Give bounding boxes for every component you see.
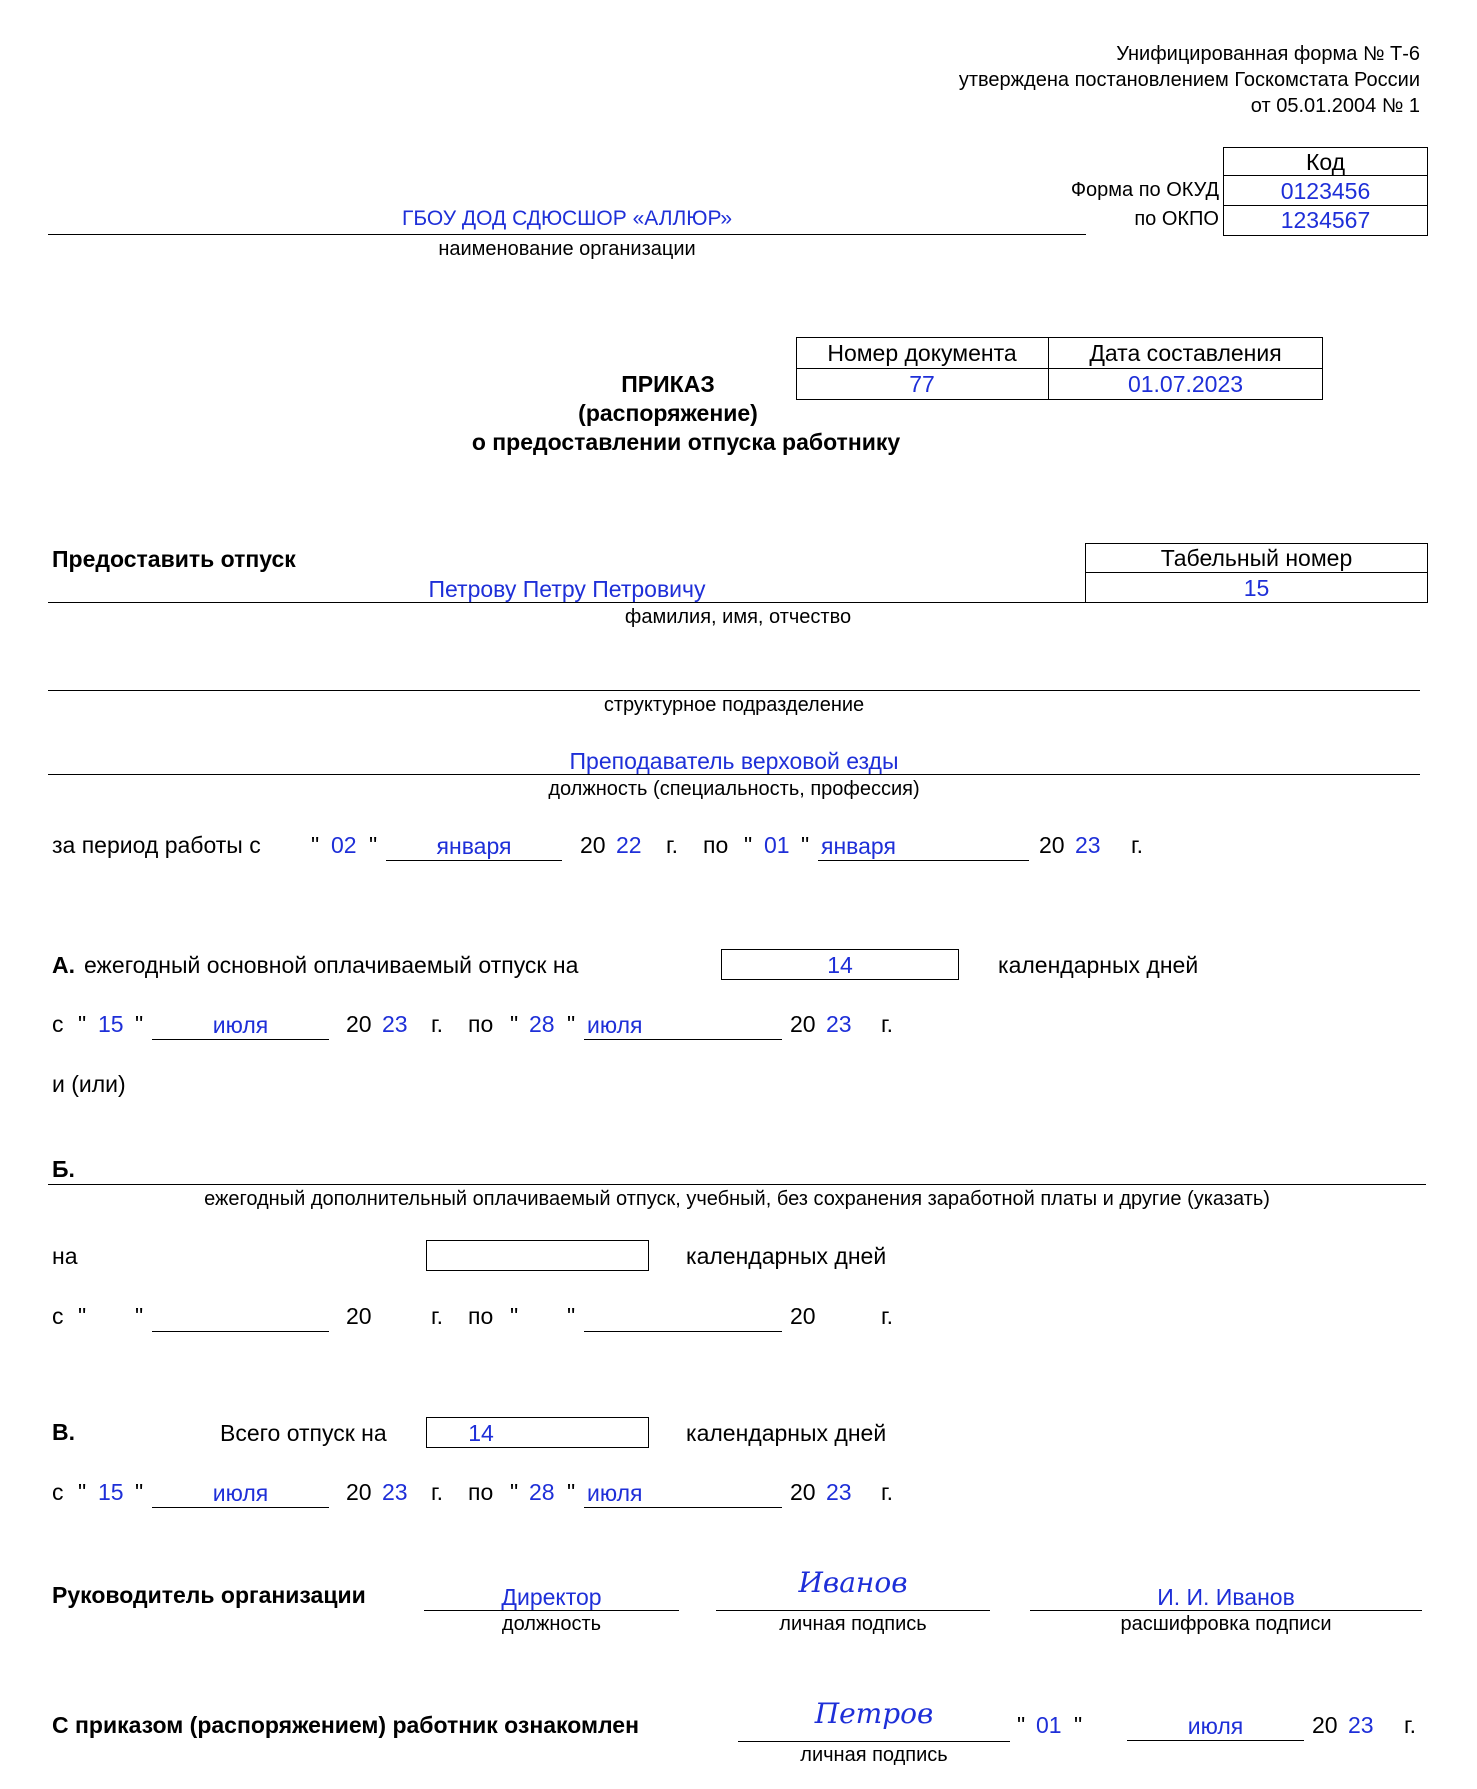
to-word: по [468,1303,494,1329]
section-v-days: 14 [468,1420,494,1446]
section-b-caption: ежегодный дополнительный оплачиваемый отпуск, учебный, без сохранения заработной платы и другие (указать) [204,1188,1270,1210]
quote: " [744,832,753,858]
grant-leave-label: Предоставить отпуск [52,546,296,572]
year-suffix: г. [431,1011,443,1037]
quote: " [510,1303,519,1329]
section-v-to-day: 28 [529,1479,555,1505]
quote: " [510,1011,519,1037]
year-suffix: г. [881,1011,893,1037]
approval-date-line: от 05.01.2004 № 1 [1250,95,1420,117]
employee-signature: Петров [814,1697,934,1730]
year-prefix: 20 [1039,832,1065,858]
section-v-to-month: июля [587,1480,643,1506]
year-suffix: г. [1404,1712,1416,1738]
calendar-days-label: календарных дней [686,1243,887,1269]
acknowledgment-year: 23 [1348,1712,1374,1738]
year-prefix: 20 [790,1303,816,1329]
acknowledgment-label: С приказом (распоряжением) работник ознакомлен [52,1712,639,1738]
period-from-year: 22 [616,832,642,858]
quote: " [801,832,810,858]
year-suffix: г. [1131,832,1143,858]
department-caption: структурное подразделение [603,694,865,716]
period-from-month: января [436,833,512,859]
acknowledgment-month: июля [1187,1713,1244,1739]
okpo-value: 1234567 [1280,207,1371,233]
year-prefix: 20 [790,1479,816,1505]
period-to-month: января [821,833,896,859]
doc-number-header: Номер документа [827,340,1017,366]
work-period-label: за период работы с [52,832,261,858]
to-word: по [703,832,729,858]
quote: " [567,1303,576,1329]
head-decoding: И. И. Иванов [1157,1584,1295,1610]
quote: " [78,1011,87,1037]
quote: " [78,1479,87,1505]
head-signature-caption: личная подпись [779,1613,927,1635]
head-decoding-caption: расшифровка подписи [1120,1613,1332,1635]
section-b-letter: Б. [52,1156,75,1182]
doc-subject: о предоставлении отпуска работнику [471,429,901,455]
code-header: Код [1305,149,1346,175]
year-prefix: 20 [346,1479,372,1505]
employee-signature-caption: личная подпись [800,1744,948,1766]
to-word: по [468,1479,494,1505]
quote: " [510,1479,519,1505]
doc-subtitle: (распоряжение) [578,400,758,426]
and-or-label: и (или) [52,1071,126,1097]
tab-number-value: 15 [1243,575,1270,601]
period-to-day: 01 [764,832,790,858]
head-position-caption: должность [501,1613,602,1635]
quote: " [567,1479,576,1505]
section-a-to-year: 23 [826,1011,852,1037]
section-a-text: ежегодный основной оплачиваемый отпуск на [84,952,579,978]
section-a-to-day: 28 [529,1011,555,1037]
on-label: на [52,1243,78,1269]
period-to-year: 23 [1075,832,1101,858]
doc-number-value: 77 [909,371,935,397]
year-suffix: г. [881,1479,893,1505]
head-label: Руководитель организации [52,1582,366,1608]
employee-name: Петрову Петру Петровичу [428,576,706,602]
from-word: с [52,1479,64,1505]
quote: " [369,832,378,858]
section-v-from-month: июля [212,1480,269,1506]
year-prefix: 20 [346,1303,372,1329]
year-suffix: г. [666,832,678,858]
section-v-letter: В. [52,1419,75,1445]
section-v-from-year: 23 [382,1479,408,1505]
quote: " [135,1303,144,1329]
position-value: Преподаватель верховой езды [569,748,899,774]
from-word: с [52,1303,64,1329]
section-a-from-month: июля [212,1012,269,1038]
section-v-to-year: 23 [826,1479,852,1505]
quote: " [567,1011,576,1037]
acknowledgment-day: 01 [1036,1712,1062,1738]
approved-line: утверждена постановлением Госкомстата России [958,69,1420,91]
to-word: по [468,1011,494,1037]
doc-date-value: 01.07.2023 [1127,371,1244,397]
period-from-day: 02 [331,832,357,858]
quote: " [135,1011,144,1037]
head-position: Директор [501,1584,602,1610]
year-prefix: 20 [346,1011,372,1037]
quote: " [135,1479,144,1505]
quote: " [311,832,320,858]
quote: " [1074,1712,1083,1738]
section-a-days: 14 [827,952,853,978]
from-word: с [52,1011,64,1037]
section-v-from-day: 15 [98,1479,124,1505]
section-v-text: Всего отпуск на [220,1420,387,1446]
year-suffix: г. [881,1303,893,1329]
okud-value: 0123456 [1280,178,1371,204]
form-name-line: Унифицированная форма № Т-6 [1116,43,1420,65]
organization-name: ГБОУ ДОД СДЮСШОР «АЛЛЮР» [401,207,733,230]
employee-name-caption: фамилия, имя, отчество [624,606,852,628]
section-a-to-month: июля [587,1012,643,1038]
year-prefix: 20 [1312,1712,1338,1738]
section-a-from-year: 23 [382,1011,408,1037]
okpo-label: по ОКПО [1134,208,1219,230]
head-signature: Иванов [798,1566,908,1599]
doc-date-header: Дата составления [1089,340,1282,366]
tab-number-header: Табельный номер [1160,545,1353,571]
year-prefix: 20 [580,832,606,858]
calendar-days-label: календарных дней [686,1420,887,1446]
section-a-from-day: 15 [98,1011,124,1037]
doc-title: ПРИКАЗ [621,371,715,397]
calendar-days-label: календарных дней [998,952,1199,978]
year-suffix: г. [431,1479,443,1505]
organization-caption: наименование организации [438,238,696,260]
year-suffix: г. [431,1303,443,1329]
okud-label: Форма по ОКУД [1070,179,1219,201]
section-a-letter: А. [52,952,75,978]
position-caption: должность (специальность, профессия) [548,778,920,800]
quote: " [78,1303,87,1329]
quote: " [1017,1712,1026,1738]
year-prefix: 20 [790,1011,816,1037]
